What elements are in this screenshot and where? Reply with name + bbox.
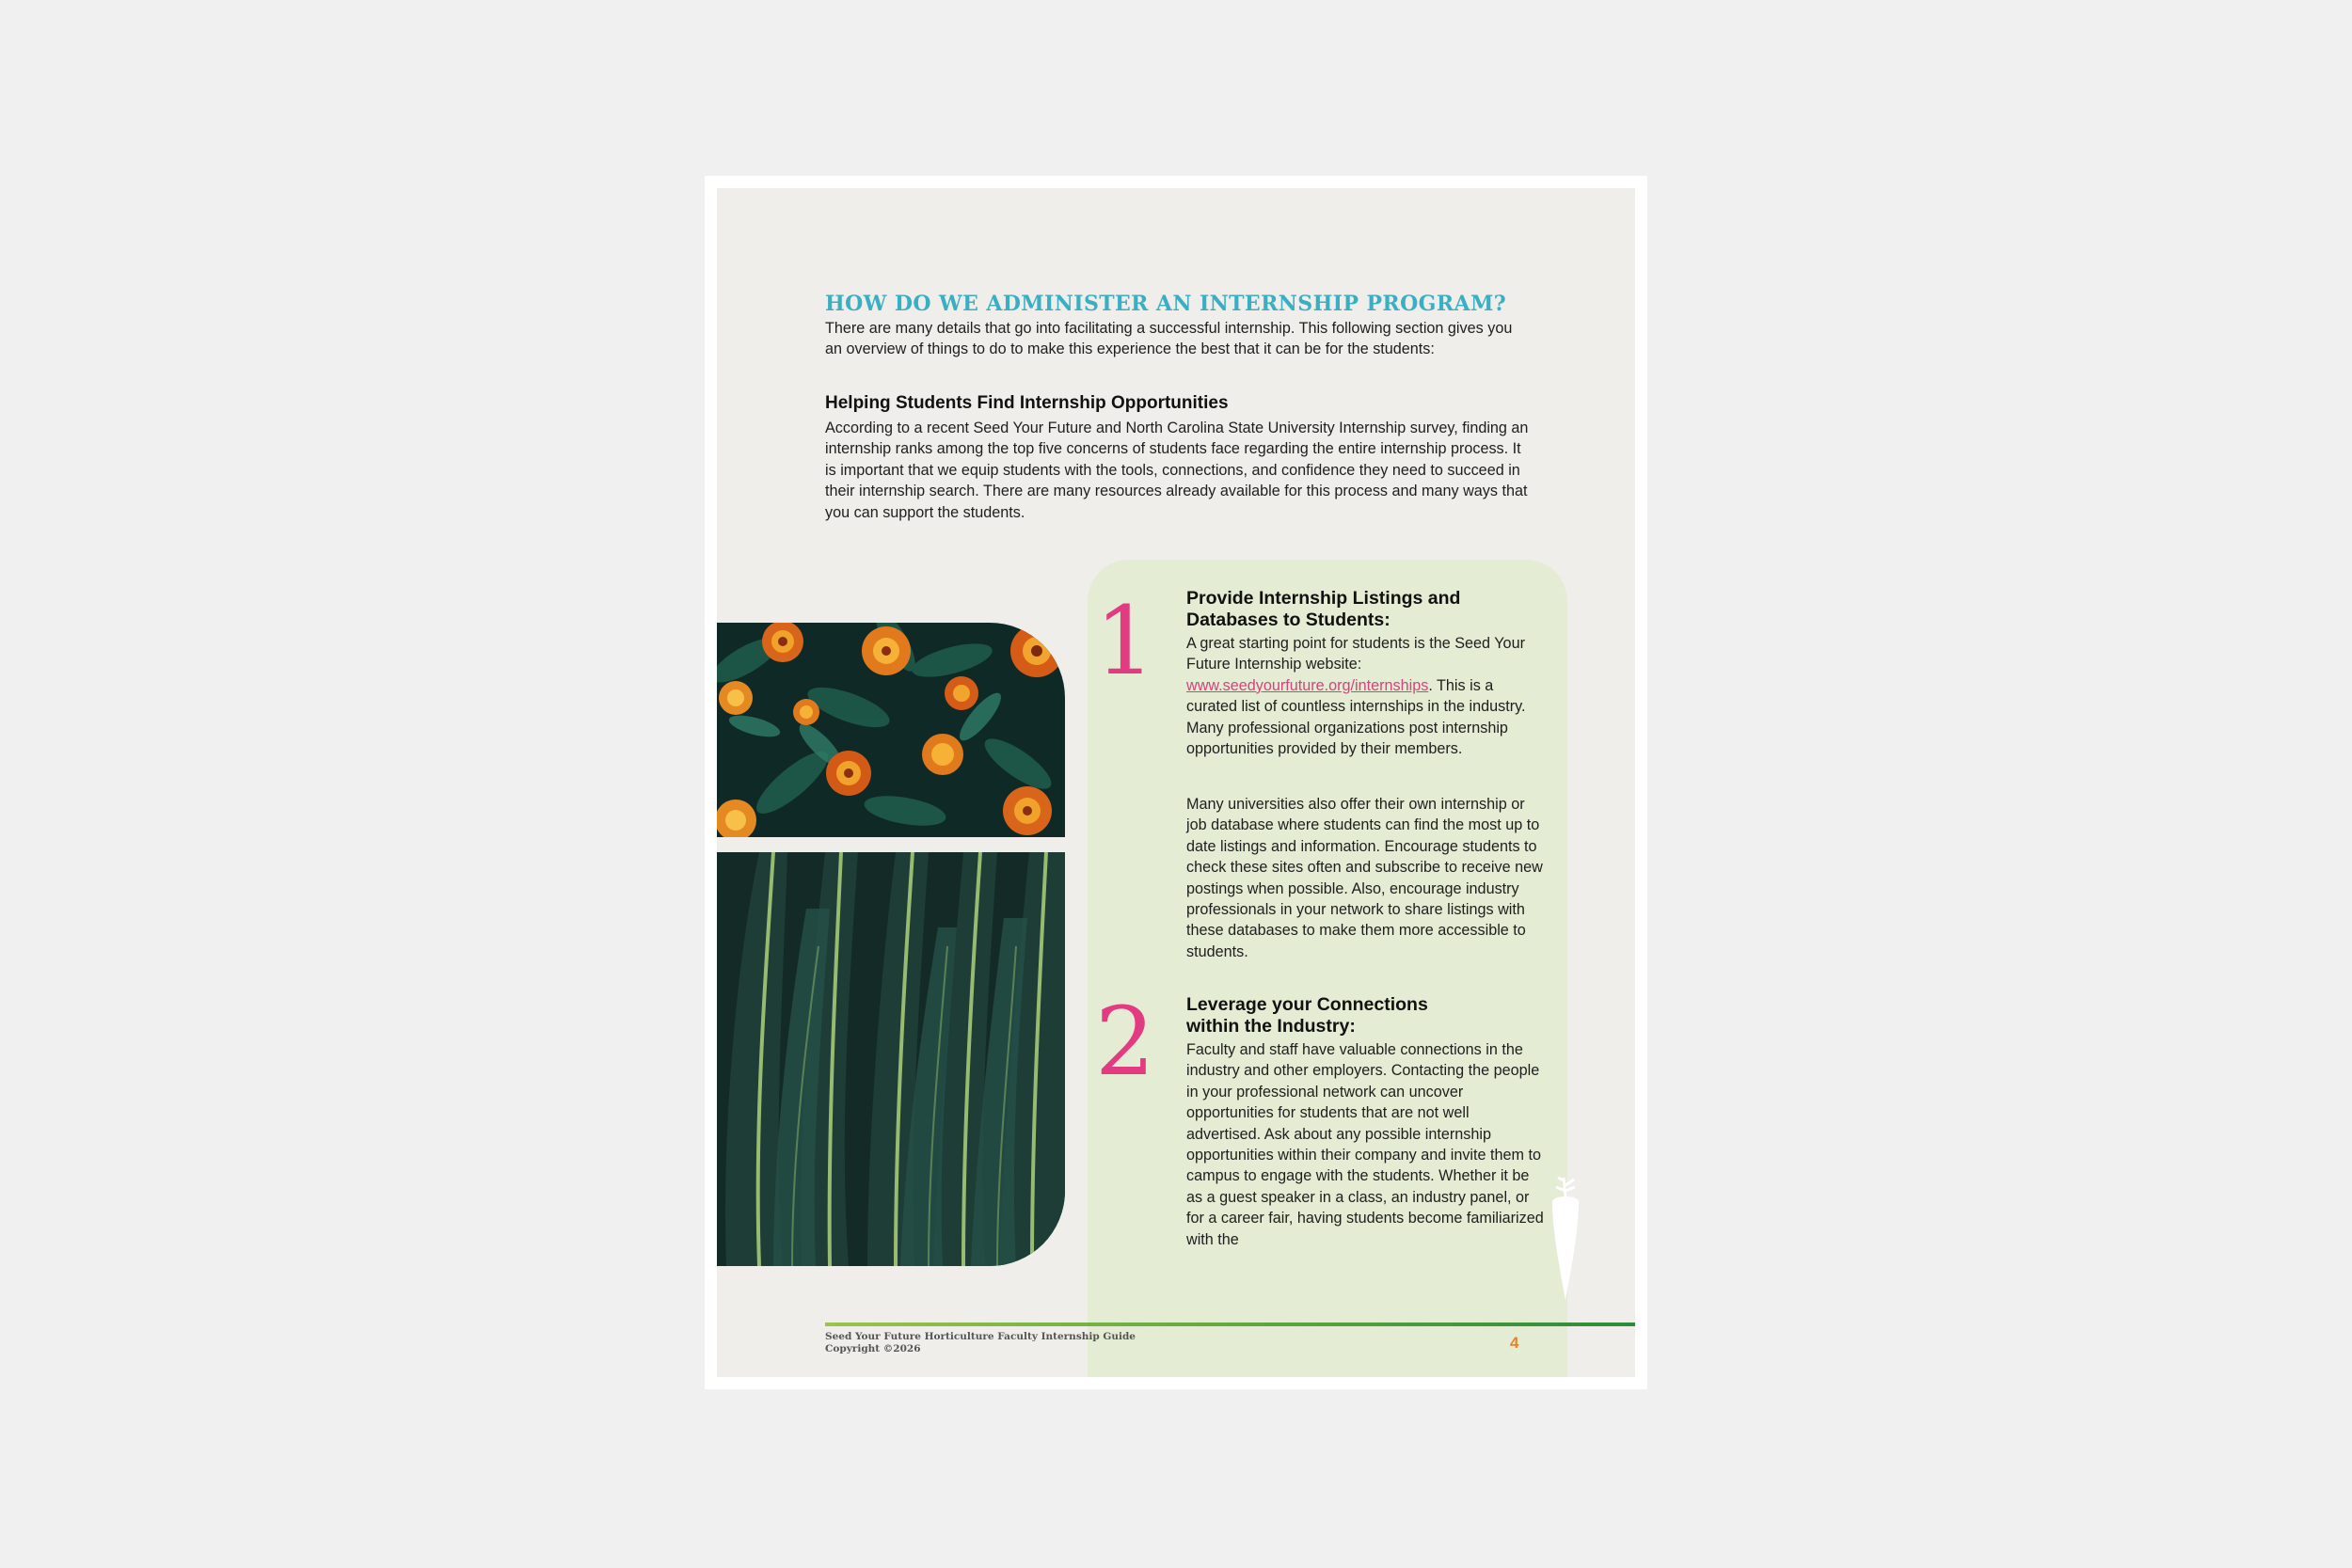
page-number: 4 [1510,1334,1519,1352]
footer-rule [825,1323,1635,1326]
step-number-2: 2 [1095,987,1155,1097]
internships-link[interactable]: www.seedyourfuture.org/internships [1186,676,1429,694]
intro-paragraph: There are many details that go into facilitating a successful internship. This following section gives you an overview of things to do to make this experience the best that it can be for the students: [825,320,1513,358]
step-1-paragraph-2: Many universities also offer their own internship or job database where students can find the most up to date listings and information. Encourage students to check these sites often and subscribe to receive new postings when possible. Also, encourage industry professionals in your network to share listings with these databases to make them more accessible to students. [1186,796,1543,960]
step-2-title: Leverage your Connections within the Industry: [1186,994,1428,1037]
kale-leaves-photo [717,852,1065,1266]
footer-guide-title: Seed Your Future Horticulture Faculty Internship Guide [825,1331,1136,1342]
document-page [717,188,1635,1377]
carrot-icon [1547,1176,1584,1307]
step-1-paragraph-1 [1186,633,1544,759]
marigold-flowers-photo [717,623,1065,837]
step-2-paragraph: Faculty and staff have valuable connections in the industry and other employers. Contacting the people in your professional network can uncover opportunities for students that are not well advertised. Ask about any possible internship opportunities within their company and invite them to campus to engage with the students. Whether it be as a guest speaker in a class, an industry panel, or for a career fair, having students become familiarized with the [1186,1041,1544,1248]
section-subheading: Helping Students Find Internship Opportunities [825,393,1229,413]
step-number-1: 1 [1095,586,1155,696]
page-heading: HOW DO WE ADMINISTER AN INTERNSHIP PROGRAM? [825,292,1507,316]
step-1-title: Provide Internship Listings and Databases to Students: [1186,588,1461,630]
section-paragraph: According to a recent Seed Your Future and North Carolina State University Internship survey, finding an internship ranks among the top five concerns of students face regarding the entire internship process. It is important that we equip students with the tools, connections, and confidence they need to succeed in their internship search. There are many resources already available for this process and many ways that you can support the students. [825,420,1529,521]
footer-copyright: Copyright ©2026 [825,1343,921,1354]
step-1-text-after-link: . This is a curated list of countless internships in the industry. Many professional organizations post internship opportunities provided by their members. [1186,676,1526,758]
step-1-text-before-link: A great starting point for students is the Seed Your Future Internship website: [1186,635,1525,673]
